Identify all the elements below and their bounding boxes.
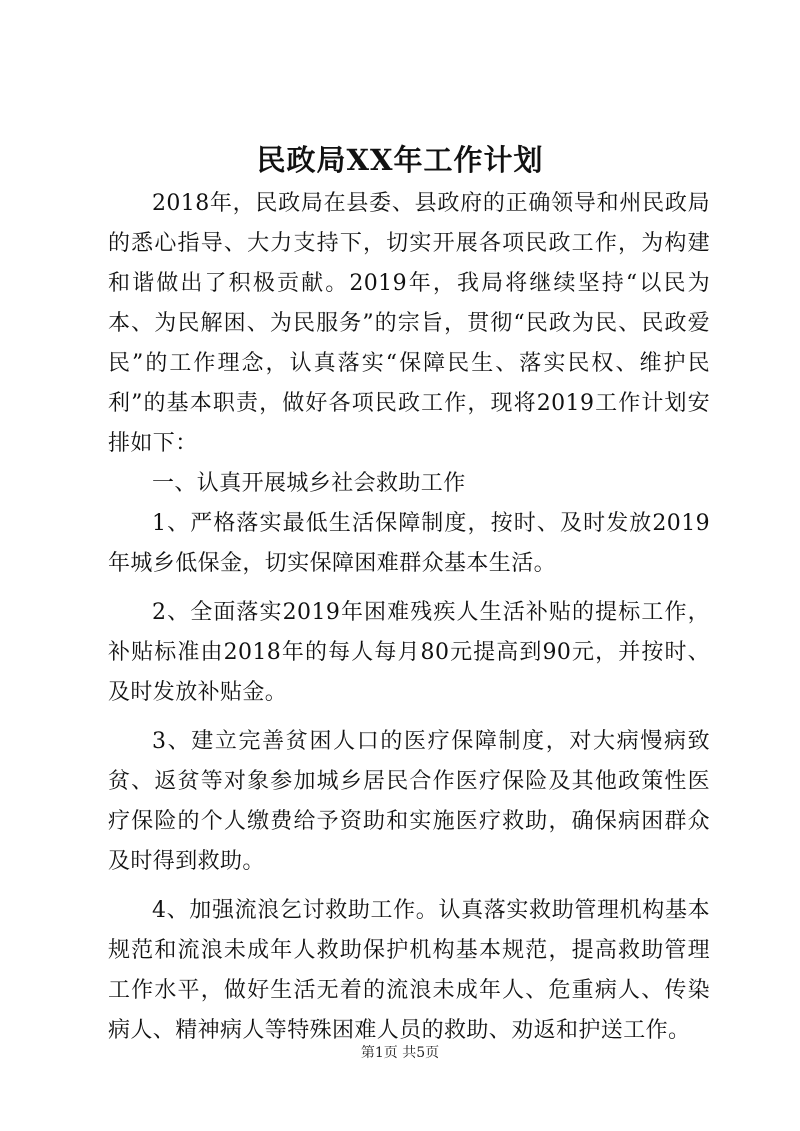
paragraph-item-2: 2、全面落实2019年困难残疾人生活补贴的提标工作，补贴标准由2018年的每人每月80元提高到90元，并按时、及时发放补贴金。 (108, 600, 710, 705)
document-title: 民政局XX年工作计划 (256, 143, 544, 177)
section-heading-social-assistance: 一、认真开展城乡社会救助工作 (152, 471, 466, 496)
paragraph-intro: 2018年，民政局在县委、县政府的正确领导和州民政局的悉心指导、大力支持下，切实开展各项民政工作，为构建和谐做出了积极贡献。2019年，我局将继续坚持“以民为本、为民解困、为民服务”的宗旨，贯彻“民政为民、民政爱民”的工作理念，认真落实“保障民生、落实民权、维护民利”的基本职责，做好各项民政工作，现将2019工作计划安排如下： (108, 191, 710, 456)
paragraph-item-4: 4、加强流浪乞讨救助工作。认真落实救助管理机构基本规范和流浪未成年人救助保护机构基本规范，提高救助管理工作水平，做好生活无着的流浪未成年人、危重病人、传染病人、精神病人等特殊困难人员的救助、劝返和护送工作。 (108, 898, 710, 1043)
page-number-footer: 第1页 共5页 (360, 1045, 440, 1061)
paragraph-item-1: 1、严格落实最低生活保障制度，按时、及时发放2019年城乡低保金，切实保障困难群众基本生活。 (108, 511, 710, 576)
paragraph-item-3: 3、建立完善贫困人口的医疗保障制度，对大病慢病致贫、返贫等对象参加城乡居民合作医疗保险及其他政策性医疗保险的个人缴费给予资助和实施医疗救助，确保病困群众及时得到救助。 (108, 729, 710, 874)
document-body (108, 184, 710, 1051)
